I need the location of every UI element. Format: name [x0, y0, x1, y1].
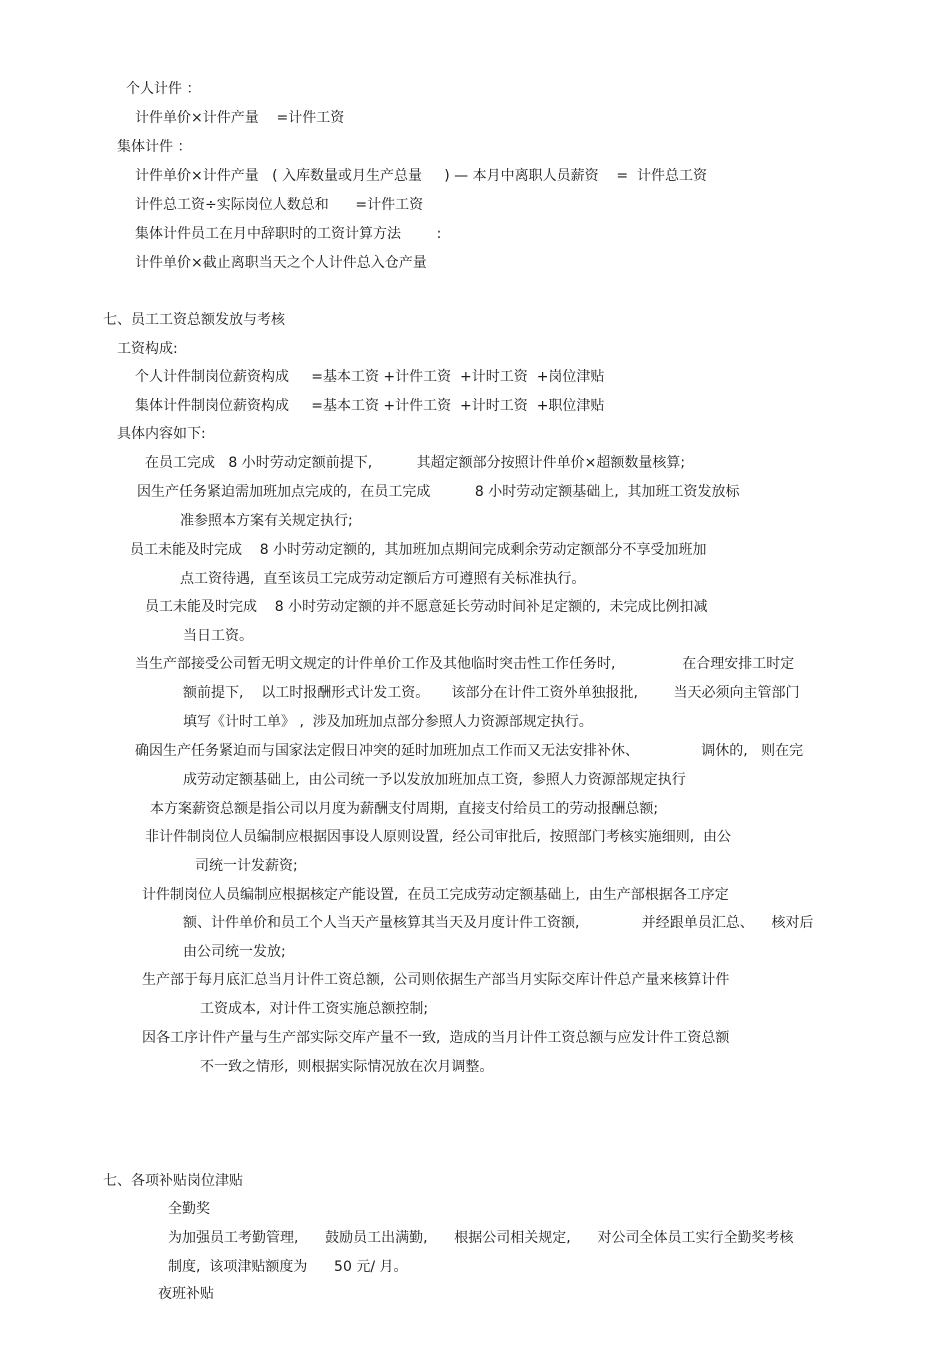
text-line: 当日工资。 [183, 628, 253, 644]
text-line: 个人计件 ： [126, 81, 201, 97]
text-line: 非计件制岗位人员编制应根据因事设人原则设置, 经公司审批后, 按照部门考核实施细则, 由公 [145, 829, 732, 845]
text-line: 本方案薪资总额是指公司以月度为薪酬支付周期, 直接支付给员工的劳动报酬总额; [150, 801, 659, 817]
text-line: 点工资待遇, 直至该员工完成劳动定额后方可遵照有关标准执行。 [180, 571, 586, 587]
text-line: 因生产任务紧迫需加班加点完成的, 在员工完成 8 小时劳动定额基础上, 其加班工资发放标 [137, 484, 740, 500]
text-line: 因各工序计件产量与生产部实际交库产量不一致, 造成的当月计件工资总额与应发计件工资总额 [142, 1030, 730, 1046]
text-line: 计件总工资÷实际岗位人数总和 =计件工资 [135, 197, 424, 213]
text-line: 集体计件员工在月中辞职时的工资计算方法 : [135, 226, 442, 242]
text-line: 制度, 该项津贴额度为 50 元/ 月。 [168, 1259, 408, 1275]
text-line: 全勤奖 [168, 1201, 210, 1217]
text-line: 员工未能及时完成 8 小时劳动定额的, 其加班加点期间完成剩余劳动定额部分不享受加班加 [130, 542, 707, 558]
text-line: 集体计件制岗位薪资构成 =基本工资 +计件工资 +计时工资 +职位津贴 [135, 398, 605, 414]
text-line: 个人计件制岗位薪资构成 =基本工资 +计件工资 +计时工资 +岗位津贴 [135, 369, 605, 385]
text-line: 在员工完成 8 小时劳动定额前提下, 其超定额部分按照计件单价×超额数量核算; [145, 455, 686, 471]
text-line: 计件单价×截止离职当天之个人计件总入仓产量 [135, 255, 427, 271]
text-line: 计件制岗位人员编制应根据核定产能设置, 在员工完成劳动定额基础上, 由生产部根据各工序定 [142, 887, 729, 903]
text-line: 额前提下, 以工时报酬形式计发工资。 该部分在计件工资外单独报批, 当天必须向主管部门 [183, 685, 800, 701]
text-line: 员工未能及时完成 8 小时劳动定额的并不愿意延长劳动时间补足定额的, 未完成比例扣减 [145, 599, 708, 615]
text-line: 计件单价×计件产量 =计件工资 [135, 110, 345, 126]
text-line: 由公司统一发放; [183, 944, 286, 960]
text-line: 工资构成: [117, 341, 178, 357]
text-line: 具体内容如下: [117, 426, 206, 442]
text-line: 当生产部接受公司暂无明文规定的计件单价工作及其他临时突击性工作任务时, 在合理安排工时定 [135, 656, 795, 672]
text-line: 夜班补贴 [158, 1286, 214, 1302]
text-line: 成劳动定额基础上, 由公司统一予以发放加班加点工资, 参照人力资源部规定执行 [183, 772, 686, 788]
section-heading: 七、各项补贴岗位津贴 [103, 1173, 243, 1189]
text-line: 不一致之情形, 则根据实际情况放在次月调整。 [200, 1059, 494, 1075]
text-line: 准参照本方案有关规定执行; [180, 513, 353, 529]
section-heading: 七、员工工资总额发放与考核 [103, 312, 285, 328]
text-line: 集体计件 ： [117, 139, 192, 155]
text-line: 额、计件单价和员工个人当天产量核算其当天及月度计件工资额, 并经跟单员汇总、 核对后 [183, 915, 814, 931]
text-line: 为加强员工考勤管理, 鼓励员工出满勤, 根据公司相关规定, 对公司全体员工实行全勤奖考核 [168, 1230, 794, 1246]
text-line: 计件单价×计件产量 ( 入库数量或月生产总量 ) — 本月中离职人员薪资 = 计件总工资 [135, 168, 708, 184]
text-line: 生产部于每月底汇总当月计件工资总额, 公司则依据生产部当月实际交库计件总产量来核算计件 [142, 972, 730, 988]
text-line: 填写《计时工单》 , 涉及加班加点部分参照人力资源部规定执行。 [183, 714, 593, 730]
text-line: 确因生产任务紧迫而与国家法定假日冲突的延时加班加点工作而又无法安排补休、 调休的, 则在完 [135, 743, 804, 759]
text-line: 工资成本, 对计件工资实施总额控制; [200, 1001, 429, 1017]
text-line: 司统一计发薪资; [195, 858, 298, 874]
